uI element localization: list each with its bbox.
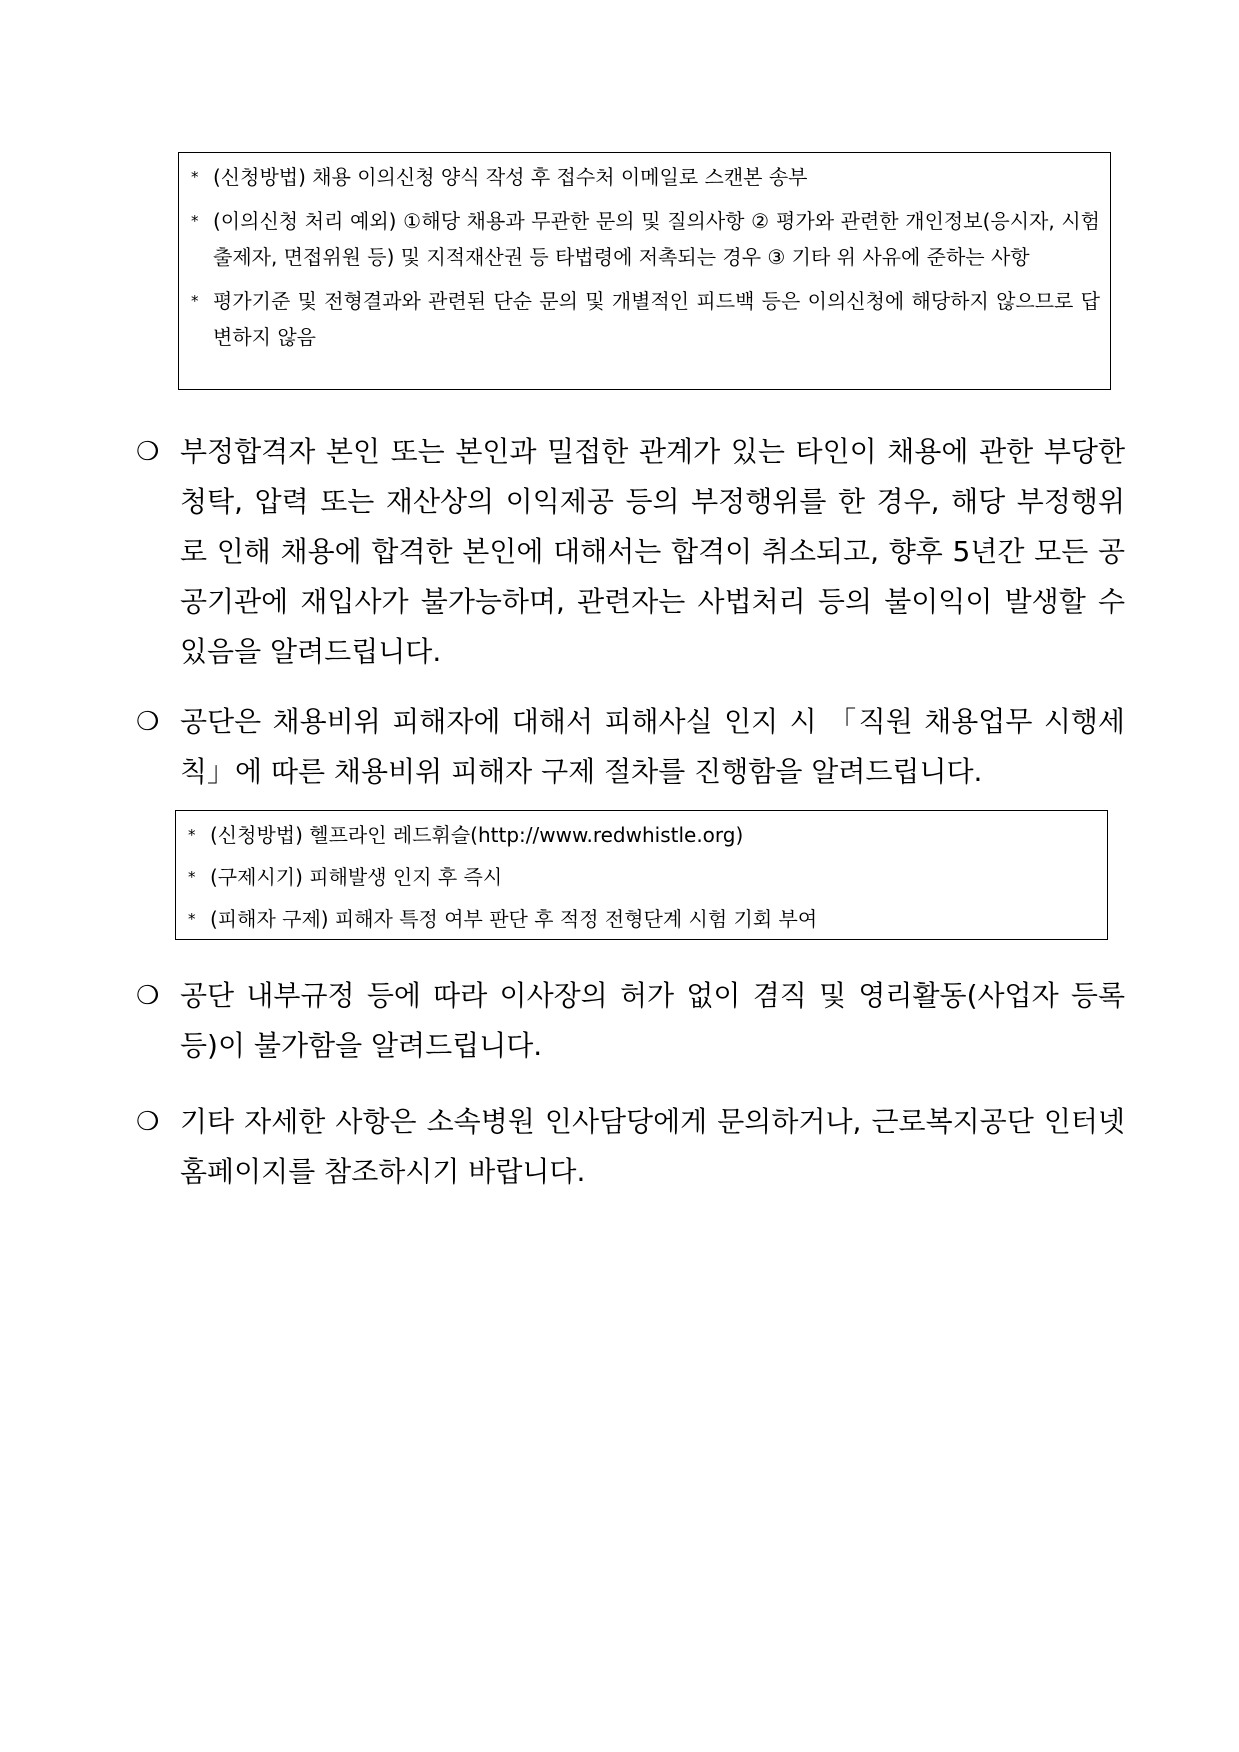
note-item — [191, 203, 1100, 275]
paragraph-victim-relief — [130, 697, 1125, 797]
paragraph-inquiries — [130, 1097, 1125, 1197]
asterisk-marker: * — [191, 292, 199, 310]
note-item — [191, 159, 1100, 195]
note-text: (신청방법) 채용 이의신청 양식 작성 후 접수처 이메일로 스캔본 송부 — [213, 165, 808, 189]
asterisk-marker: * — [188, 826, 196, 844]
note-item — [188, 901, 1097, 937]
notice-box-objection — [178, 152, 1111, 390]
paragraph-text: 부정합격자 본인 또는 본인과 밀접한 관계가 있는 타인이 채용에 관한 부당한 청탁, 압력 또는 재산상의 이익제공 등의 부정행위를 한 경우, 해당 부정행위로 인해 채용에 합격한 본인에 대해서는 합격이 취소되고, 향후 5년간 모든 공공기관에 재입사가 불가능하며, 관련자는 사법처리 등의 불이익이 발생할 수 있음을 알려드립니다. — [180, 435, 1125, 668]
asterisk-marker: * — [191, 168, 199, 186]
paragraph-text: 공단 내부규정 등에 따라 이사장의 허가 없이 겸직 및 영리활동(사업자 등록 등)이 불가함을 알려드립니다. — [180, 979, 1125, 1062]
note-item — [191, 283, 1100, 355]
notice-box-relief — [175, 810, 1108, 940]
paragraph-side-job — [130, 971, 1125, 1071]
paragraph-text: 기타 자세한 사항은 소속병원 인사담당에게 문의하거나, 근로복지공단 인터넷 홈페이지를 참조하시기 바랍니다. — [180, 1105, 1125, 1188]
paragraph-text: 공단은 채용비위 피해자에 대해서 피해사실 인지 시 「직원 채용업무 시행세칙」에 따른 채용비위 피해자 구제 절차를 진행함을 알려드립니다. — [180, 705, 1125, 788]
circle-bullet-icon: ❍ — [136, 981, 160, 1011]
asterisk-marker: * — [188, 910, 196, 928]
asterisk-marker: * — [191, 212, 199, 230]
circle-bullet-icon: ❍ — [136, 1107, 160, 1137]
note-item — [188, 859, 1097, 895]
note-text: 평가기준 및 전형결과와 관련된 단순 문의 및 개별적인 피드백 등은 이의신청에 해당하지 않으므로 답변하지 않음 — [213, 289, 1100, 349]
circle-bullet-icon: ❍ — [136, 707, 160, 737]
paragraph-fraudulent-hire — [130, 427, 1125, 677]
note-item — [188, 817, 1097, 853]
asterisk-marker: * — [188, 868, 196, 886]
circle-bullet-icon: ❍ — [136, 437, 160, 467]
note-text: (구제시기) 피해발생 인지 후 즉시 — [210, 865, 503, 889]
note-text: (피해자 구제) 피해자 특정 여부 판단 후 적정 전형단계 시험 기회 부여 — [210, 907, 818, 931]
note-text: (이의신청 처리 예외) ①해당 채용과 무관한 문의 및 질의사항 ② 평가와 관련한 개인정보(응시자, 시험출제자, 면접위원 등) 및 지적재산권 등 타법령에 저촉되는 경우 ③ 기타 위 사유에 준하는 사항 — [213, 209, 1100, 269]
note-text: (신청방법) 헬프라인 레드휘슬(http://www.redwhistle.org) — [210, 823, 744, 847]
